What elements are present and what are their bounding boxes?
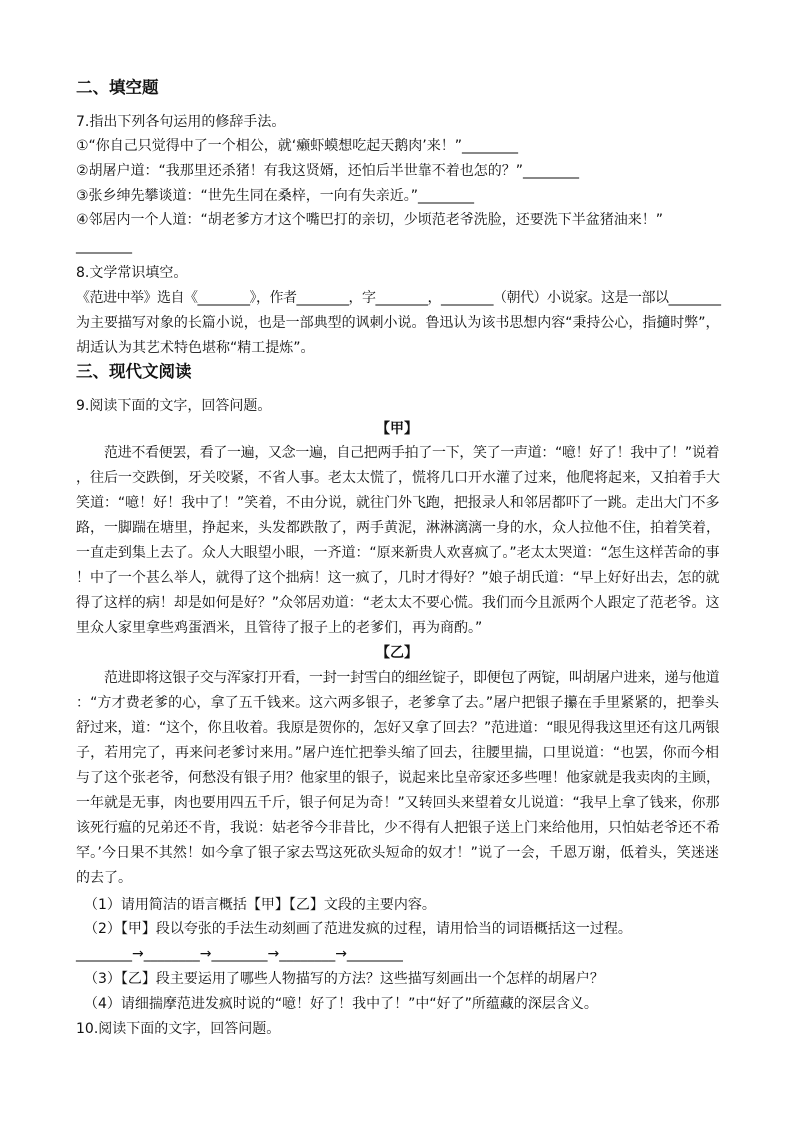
q8-line-1: 《范进中举》选自《________》，作者________，字________，________（朝代）小说家。这是一部以________	[76, 290, 721, 306]
section-title-reading: 三、现代文阅读	[76, 362, 192, 381]
yi-line-6: 一年就是无事，肉也要用四五千斤，银子何足为奇！”又转回头来望着女儿说道：“我早上拿了钱来，你那	[76, 795, 719, 811]
jia-line-2: ，往后一交跌倒，牙关咬紧，不省人事。老太太慌了，慌将几口开水灌了过来，他爬将起来，又拍着手大	[76, 470, 720, 486]
q9-subquestion-2: （2）【甲】段以夸张的手法生动刻画了范进发疯的过程，请用恰当的词语概括这一过程。	[84, 921, 632, 937]
q7-item-4: ④邻居内一个人道：“胡老爹方才这个嘴巴打的亲切，少顷范老爷洗脸，还要洗下半盆猪油来！”	[76, 212, 664, 228]
q10-stem: 10.阅读下面的文字，回答问题。	[76, 1021, 281, 1037]
q9-subquestion-1: （1）请用简洁的语言概括【甲】【乙】文段的主要内容。	[84, 897, 436, 913]
jia-line-7: 得了这样的病！却是如何是好？”众邻居劝道：“老太太不要心慌。我们而今且派两个人跟定了范老爷。这	[76, 595, 719, 611]
q9-subquestion-2-blanks: ________→________→________→________→________	[76, 946, 403, 962]
yi-line-7: 该死行瘟的兄弟还不肯，我说：姑老爷今非昔比，少不得有人把银子送上门来给他用，只怕姑老爷还不希	[76, 820, 720, 836]
yi-line-2: ：“方才费老爹的心，拿了五千钱来。这六两多银子，老爹拿了去。”屠户把银子攥在手里紧紧的，把拳头	[76, 695, 719, 711]
passage-yi-title: 【乙】	[376, 645, 418, 661]
jia-line-1: 范进不看便罢，看了一遍，又念一遍，自己把两手拍了一下，笑了一声道：“噫！好了！我中了！”说着	[104, 445, 719, 461]
q7-item-4-blank: ________	[76, 238, 132, 254]
jia-line-3: 笑道：“噫！好！我中了！”笑着，不由分说，就往门外飞跑，把报录人和邻居都吓了一跳。走出大门不多	[76, 495, 719, 511]
yi-line-8: 罕。’今日果不其然！如今拿了银子家去骂这死砍头短命的奴才！”说了一会，千恩万谢，低着头，笑迷迷	[76, 845, 719, 861]
q8-line-3: 胡适认为其艺术特色堪称“精工提炼”。	[76, 340, 315, 356]
yi-line-1: 范进即将这银子交与浑家打开看，一封一封雪白的细丝锭子，即便包了两锭，叫胡屠户进来，递与他道	[104, 670, 719, 686]
q7-item-3: ③张乡绅先攀谈道：“世先生同在桑梓，一向有失亲近。”________	[76, 188, 475, 204]
q8-line-2: 为主要描写对象的长篇小说，也是一部典型的讽刺小说。鲁迅认为该书思想内容“秉持公心，指擿时弊”，	[76, 315, 719, 331]
yi-line-5: 与了这个张老爷，何愁没有银子用？他家里的银子，说起来比皇帝家还多些哩！他家就是我卖肉的主顾，	[76, 770, 720, 786]
q7-stem: 7.指出下列各句运用的修辞手法。	[76, 114, 286, 130]
q9-stem: 9.阅读下面的文字，回答问题。	[76, 398, 272, 414]
jia-line-5: 一直走到集上去了。众人大眼望小眼，一齐道：“原来新贵人欢喜疯了。”老太太哭道：“怎生这样苦命的事	[76, 545, 719, 561]
passage-jia-title: 【甲】	[376, 421, 418, 437]
yi-line-4: 子，若用完了，再来问老爹讨来用。”屠户连忙把拳头缩了回去，往腰里揣，口里说道：“也罢，你而今相	[76, 745, 719, 761]
q7-item-1: ①“你自己只觉得中了一个相公，就‘癞虾蟆想吃起天鹅肉’来！”________	[76, 138, 518, 154]
section-title-fill-in: 二、填空题	[76, 78, 159, 97]
q9-subquestion-4: （4）请细揣摩范进发疯时说的“噫！好了！我中了！”中“好了”所蕴藏的深层含义。	[84, 996, 598, 1012]
q8-stem: 8.文学常识填空。	[76, 265, 188, 281]
yi-line-9: 的去了。	[76, 870, 132, 886]
q7-item-2: ②胡屠户道：“我那里还杀猪！有我这贤婿，还怕后半世靠不着也怎的？”________	[76, 163, 580, 179]
jia-line-6: ！中了一个甚么举人，就得了这个拙病！这一疯了，几时才得好？”娘子胡氏道：“早上好好出去，怎的就	[76, 570, 719, 586]
q9-subquestion-3: （3）【乙】段主要运用了哪些人物描写的方法？这些描写刻画出一个怎样的胡屠户？	[84, 971, 604, 987]
jia-line-8: 里众人家里拿些鸡蛋酒米，且管待了报子上的老爹们，再为商酌。”	[76, 620, 483, 636]
jia-line-4: 路，一脚踹在塘里，挣起来，头发都跌散了，两手黄泥，淋淋漓漓一身的水，众人拉他不住，拍着笑着，	[76, 520, 720, 536]
yi-line-3: 舒过来，道：“这个，你且收着。我原是贺你的，怎好又拿了回去？”范进道：“眼见得我这里还有这几两银	[76, 720, 719, 736]
